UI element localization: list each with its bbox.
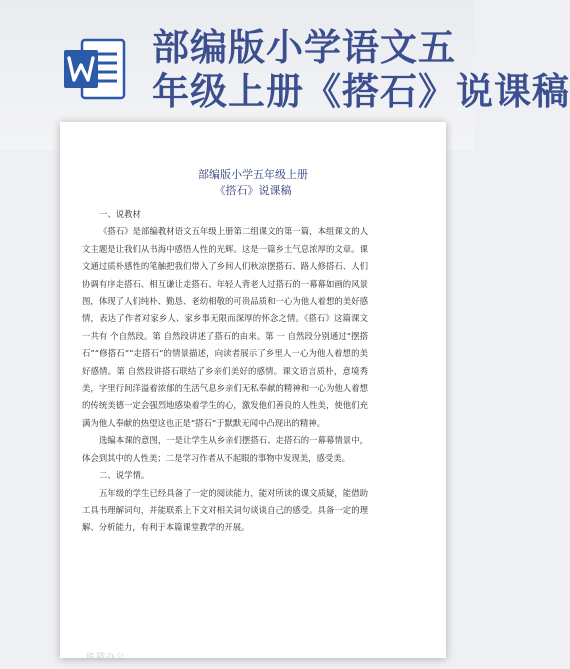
document-title-line1: 部编版小学五年级上册 bbox=[198, 168, 308, 181]
banner-title bbox=[152, 26, 570, 114]
word-document-icon bbox=[62, 36, 128, 102]
banner-title-line2: 年级上册《搭石》说课稿 bbox=[152, 70, 570, 113]
paragraph-textbook-analysis: 《搭石》是部编教材语文五年级上册第二组课文的第一篇，本组课文的人文主题是让我们从书海中感悟人性的光辉。这是一篇乡土气息浓厚的文章。课文通过质朴感性的笔触把我们带入了乡间人们秋凉摆搭石、路人修搭石、人们协调有序走搭石、相互谦让走搭石、年轻人背老人过搭石的一幕幕如画的风景图，体现了人们纯朴、勤恳、老幼相敬的可贵品质和一心为他人着想的美好感情，表达了作者对家乡人、家乡事无限而深厚的怀念之情。《搭石》这篇课文一共有 个自然段。第 自然段讲述了搭石的由来。第 一 自然段分别通过“摆搭石”“修搭石”“走搭石”的情景描述，向读者展示了乡里人一心为他人着想的美好感情。第 自然段讲搭石联结了乡亲们美好的感情。课文语言质朴，意境秀美，字里行间洋溢着浓郁的生活气息乡亲们无私奉献的精神和一心为他人着想的传统美德一定会强烈地感染着学生的心，激发他们善良的人性美，使他们充满为他人奉献的热望这也正是“搭石”于默默无闻中凸现出的精神。 bbox=[82, 226, 368, 428]
section-heading-students: 二、说学情。 bbox=[99, 470, 150, 481]
section-heading-textbook: 一、说教材 bbox=[99, 209, 141, 219]
document-body bbox=[82, 206, 368, 537]
banner-title-line1: 部编版小学语文五 bbox=[152, 26, 456, 69]
paragraph-intent: 选编本课的意图，一是让学生从乡亲们摆搭石、走搭石的一幕幕情景中，体会到其中的人性美；二是学习作者从不起眼的事物中发现美，感受美。 bbox=[82, 435, 368, 463]
paragraph-student-analysis: 五年级的学生已经具备了一定的阅读能力，能对所读的课文质疑，能借助工具书理解词句，并能联系上下文对相关词句谈谈自己的感受。具备一定的理解、分析能力，有利于本篇课堂教学的开展。 bbox=[82, 487, 368, 533]
document-title-line2: 《搭石》说课稿 bbox=[214, 184, 292, 197]
watermark: 熊猫办公 bbox=[86, 653, 127, 663]
